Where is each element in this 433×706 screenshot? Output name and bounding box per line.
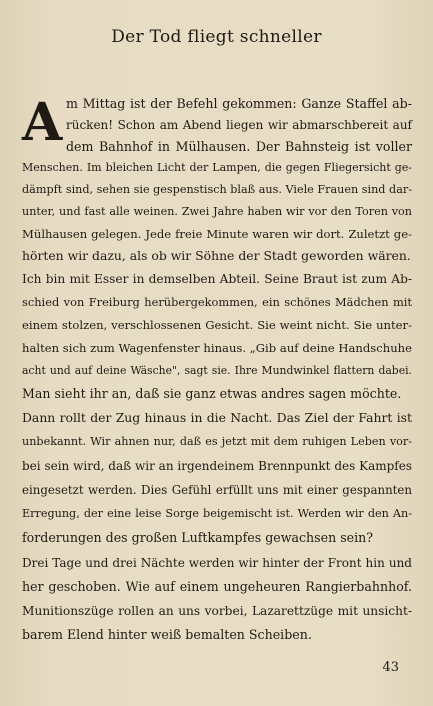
text-line: Erregung, der eine leise Sorge beigemischt ist. Werden wir den An- [22,507,412,520]
text-line: acht und auf deine Wäsche", sagt sie. Ihre Mundwinkel flattern dabei. [22,364,412,377]
text-line: Munitionszüge rollen an uns vorbei, Lazarettzüge mit unsicht- [22,604,412,618]
text-line: m Mittag ist der Befehl gekommen: Ganze Staffel ab- [66,96,412,111]
chapter-title: Der Tod fliegt schneller [111,27,322,47]
text-line: dem Bahnhof in Mülhausen. Der Bahnsteig ist voller [66,139,412,154]
text-line: unbekannt. Wir ahnen nur, daß es jetzt mit dem ruhigen Leben vor- [22,435,412,448]
text-line: Ich bin mit Esser in demselben Abteil. Seine Braut ist zum Ab- [22,272,412,286]
text-line: Menschen. Im bleichen Licht der Lampen, die gegen Fliegersicht ge- [22,161,412,174]
text-line: hörten wir dazu, als ob wir Söhne der Stadt geworden wären. [22,248,411,263]
text-line: Mülhausen gelegen. Jede freie Minute waren wir dort. Zuletzt ge- [22,227,412,241]
text-line: rücken! Schon am Abend liegen wir abmarschbereit auf [66,118,412,132]
text-line: halten sich zum Wagenfenster hinaus. „Gib auf deine Handschuhe [22,341,412,355]
text-line: Drei Tage und drei Nächte werden wir hinter der Front hin und [22,556,412,570]
text-line: eingesetzt werden. Dies Gefühl erfüllt uns mit einer gespannten [22,483,412,497]
text-line: einem stolzen, verschlossenen Gesicht. Sie weint nicht. Sie unter- [22,318,412,332]
text-line: dämpft sind, sehen sie gespenstisch blaß aus. Viele Frauen sind dar- [22,183,412,196]
text-line: her geschoben. Wie auf einem ungeheuren Rangierbahnhof. [22,579,412,594]
text-line: unter, und fast alle weinen. Zwei Jahre haben wir vor den Toren von [22,205,412,218]
text-line: barem Elend hinter weiß bemalten Scheiben. [22,627,312,642]
text-line: bei sein wird, daß wir an irgendeinem Brennpunkt des Kampfes [22,459,412,473]
text-line: Dann rollt der Zug hinaus in die Nacht. Das Ziel der Fahrt ist [22,410,412,425]
text-line: schied von Freiburg herübergekommen, ein schönes Mädchen mit [22,295,412,309]
page-number: 43 [382,660,399,675]
text-line: Man sieht ihr an, daß sie ganz etwas andres sagen möchte. [22,386,402,401]
text-line: forderungen des großen Luftkampfes gewachsen sein? [22,530,373,545]
drop-cap: A [22,92,63,153]
